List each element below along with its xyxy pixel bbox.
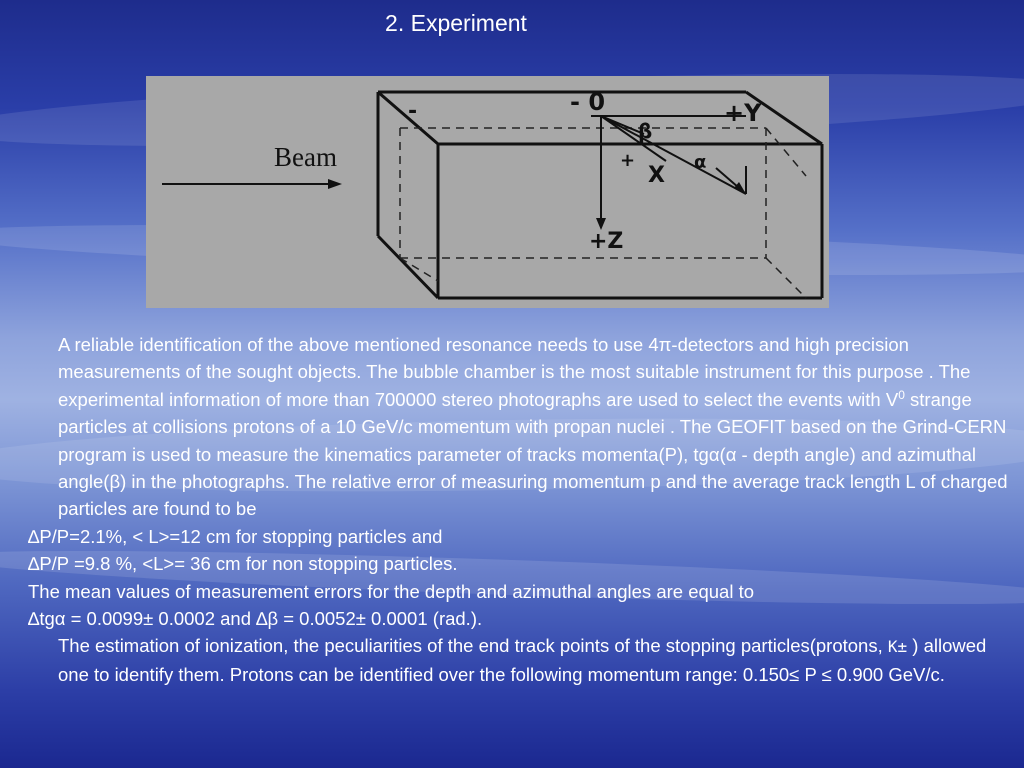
axis-beta-label: β	[638, 119, 653, 143]
beam-arrowhead	[328, 179, 342, 189]
axis-alpha-label: α	[694, 152, 707, 173]
text-span: ) in the photographs. The relative error of measuring momentum p and the average track length L of charged particles are found to be	[58, 471, 1008, 520]
error-line-stopping: ∆P/P=2.1%, < L>=12 cm for stopping particles and	[28, 525, 443, 547]
angle-errors-values: ∆tgα = 0.0099± 0.0002 and ∆β = 0.0052± 0.0001 (rad.).	[28, 608, 483, 630]
axis-z-label: +Z	[589, 229, 624, 254]
text-span: A reliable identification of the above mentioned resonance needs to use 4	[58, 334, 659, 355]
hidden-edges	[400, 128, 806, 298]
error-line-nonstopping: ∆P/P =9.8 %, <L>= 36 cm for non stopping particles.	[28, 553, 458, 575]
axis-origin-label: - 0	[570, 88, 606, 116]
kaon-symbol: K±	[887, 637, 908, 657]
text-span: ) allowed one to identify them. Protons can be identified over the following momentum range: 0.150≤ P ≤ 0.900 GeV/c.	[58, 635, 987, 685]
alpha-symbol: α	[725, 443, 737, 465]
axes	[591, 116, 746, 226]
text-span: -detectors and high precision measurements of the sought objects. The bubble chamber is the most suitable instrument for this purpose . The experimental information of more than 700000 stereo photographs are used to select the events with V	[58, 334, 971, 410]
axis-top-minus: -	[408, 99, 418, 124]
paragraph-2	[28, 632, 1008, 688]
paragraph-1	[28, 331, 1008, 523]
alpha-symbol: α	[708, 443, 720, 465]
pi-symbol: π	[658, 334, 672, 355]
track-arrowhead	[734, 182, 746, 194]
beam-label: Beam	[274, 142, 337, 172]
text-span: (	[719, 443, 726, 465]
experiment-diagram	[146, 76, 829, 308]
axis-y-label: +Y	[724, 99, 762, 127]
text-span: - depth angle) and azimuthal angle(	[58, 443, 977, 493]
axis-x-plus: +	[620, 150, 636, 171]
text-span: The estimation of ionization, the peculiarities of the end track points of the stopping particles(protons,	[58, 635, 888, 657]
axis-x-label: X	[648, 163, 665, 188]
slide-title: 2. Experiment	[385, 10, 527, 36]
bubble-chamber-diagram	[146, 76, 829, 308]
beta-symbol: β	[109, 471, 121, 493]
superscript-zero: 0	[898, 387, 905, 402]
angle-errors-intro: The mean values of measurement errors for the depth and azimuthal angles are equal to	[28, 580, 755, 602]
slide-body	[28, 331, 1008, 688]
text-span: strange particles at collisions protons of a 10 GeV/c momentum with propan nuclei . The GEOFIT based on the Grind-CERN program is used to measure the kinematics parameter of tracks momenta(P), tg	[58, 388, 1007, 465]
